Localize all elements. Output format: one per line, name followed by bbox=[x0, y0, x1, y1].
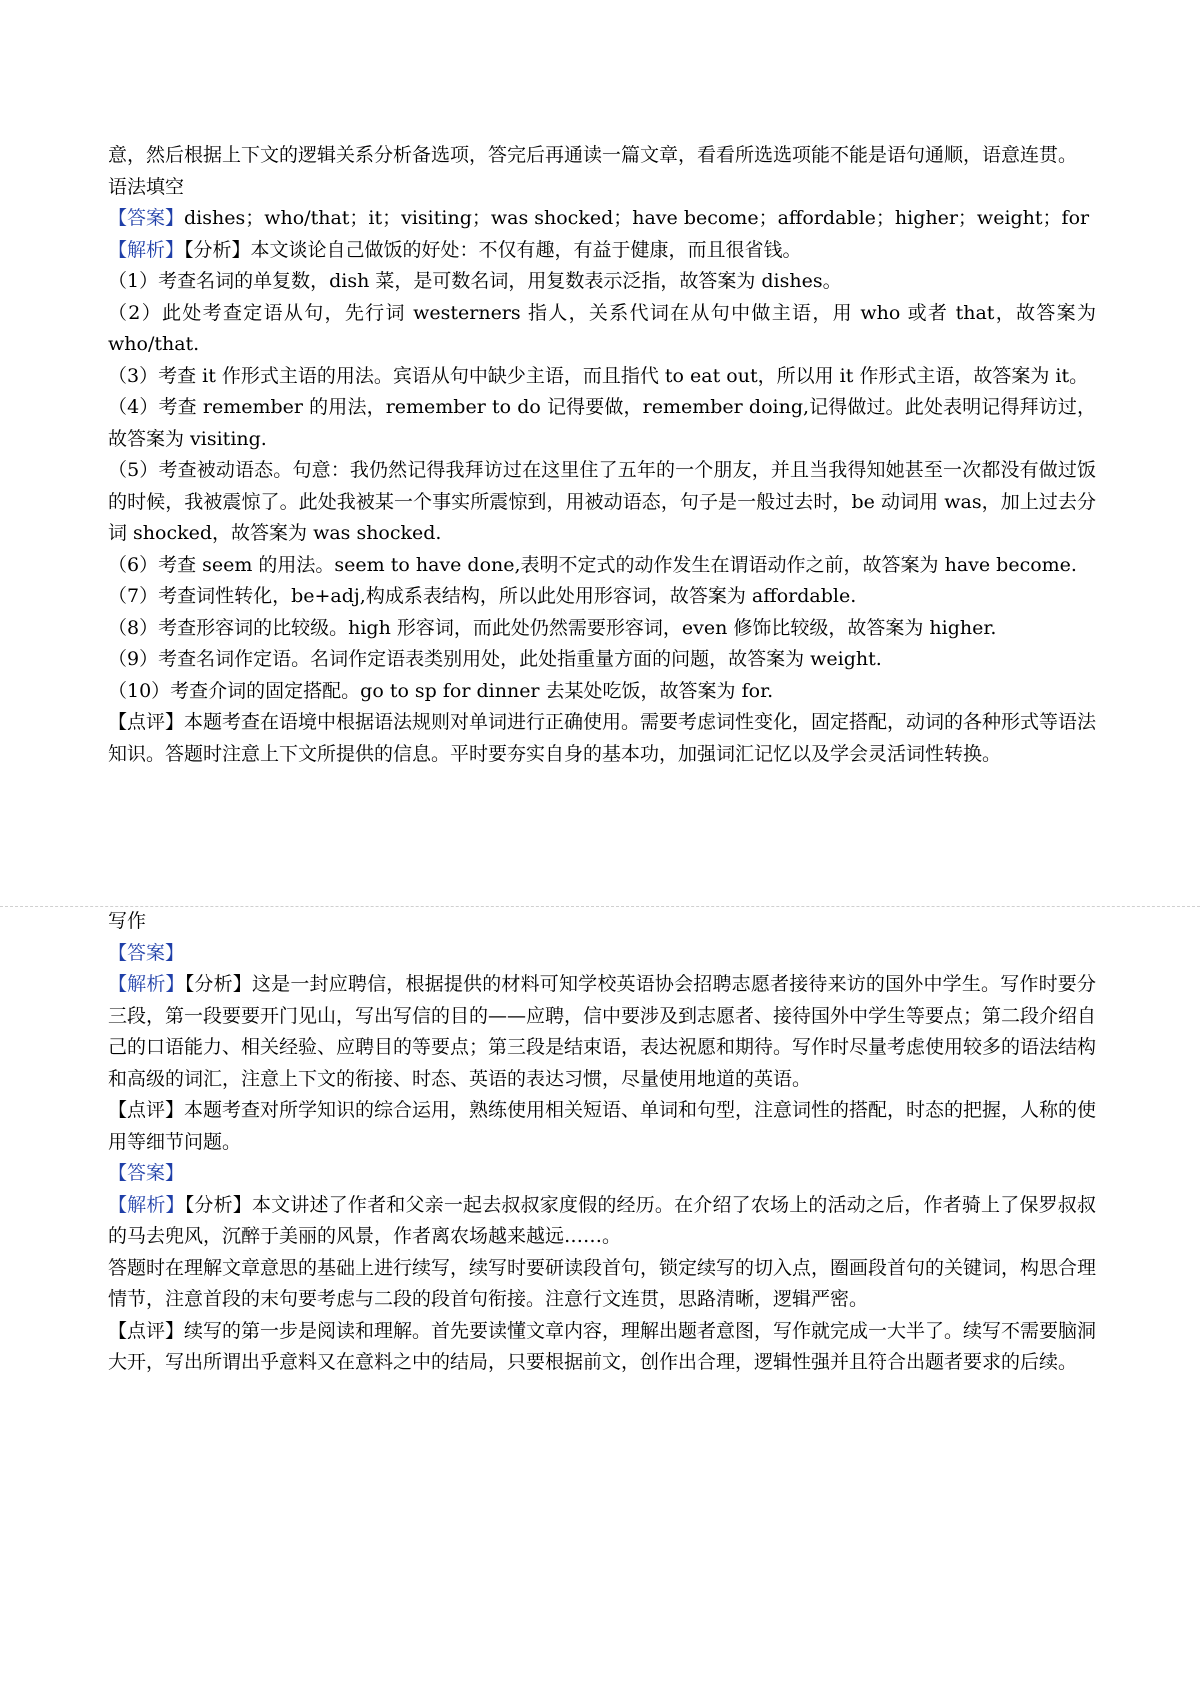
analysis-text: 【分析】本文谈论自己做饭的好处：不仅有趣，有益于健康，而且很省钱。 bbox=[184, 238, 802, 261]
analysis-text: 【分析】这是一封应聘信，根据提供的材料可知学校英语协会招聘志愿者接待来访的国外中学生。写作时要分三段，第一段要要开门见山，写出写信的目的——应聘，信中要涉及到志愿者、接待国外中学生等要点；第二段介绍自己的口语能力、相关经验、应聘目的等要点；第三段是结束语，表达祝愿和期待。写作时尽量考虑使用较多的语法结构和高级的词汇，注意上下文的衔接、时态、英语的表达习惯，尽量使用地道的英语。 bbox=[108, 973, 1097, 1090]
analysis-tag: 【解析】 bbox=[108, 238, 185, 261]
answer-tag: 【答案】 bbox=[108, 1162, 185, 1184]
grammar-answer bbox=[108, 203, 1096, 235]
grammar-item-6: （6）考查 seem 的用法。seem to have done,表明不定式的动作发生在谓语动作之前，故答案为 have become. bbox=[108, 553, 1077, 576]
writing-comment: 【点评】本题考查对所学知识的综合运用，熟练使用相关短语、单词和句型，注意词性的搭配，时态的把握，人称的使用等细节问题。 bbox=[108, 1099, 1097, 1153]
grammar-section bbox=[108, 140, 1096, 770]
analysis-text: 【分析】本文讲述了作者和父亲一起去叔叔家度假的经历。在介绍了农场上的活动之后，作者骑上了保罗叔叔的马去兜风，沉醉于美丽的风景，作者离农场越来越远……。 bbox=[108, 1193, 1096, 1247]
grammar-item-10: （10）考查介词的固定搭配。go to sp for dinner 去某处吃饭，故答案为 for. bbox=[108, 679, 774, 702]
intro-paragraph: 意，然后根据上下文的逻辑关系分析备选项，答完后再通读一篇文章，看看所选选项能不能是语句通顺，语意连贯。 bbox=[108, 144, 1078, 166]
answer-text: dishes；who/that；it；visiting；was shocked；have become；affordable；higher；weight；for bbox=[184, 207, 1090, 229]
grammar-item-2: （2）此处考查定语从句，先行词 westerners 指人，关系代词在从句中做主语，用 who 或者 that，故答案为 who/that. bbox=[108, 301, 1096, 355]
grammar-item-1: （1）考查名词的单复数，dish 菜，是可数名词，用复数表示泛指，故答案为 dishes。 bbox=[108, 270, 842, 292]
answer-tag: 【答案】 bbox=[108, 941, 185, 964]
grammar-item-3: （3）考查 it 作形式主语的用法。宾语从句中缺少主语，而且指代 to eat out，所以用 it 作形式主语，故答案为 it。 bbox=[108, 364, 1089, 387]
grammar-item-9: （9）考查名词作定语。名词作定语表类别用处，此处指重量方面的问题，故答案为 weight. bbox=[108, 648, 882, 670]
continuation-comment: 【点评】续写的第一步是阅读和理解。首先要读懂文章内容，理解出题者意图，写作就完成一大半了。续写不需要脑洞大开，写出所谓出乎意料又在意料之中的结局，只要根据前文，创作出合理，逻辑性强并且符合出题者要求的后续。 bbox=[108, 1319, 1097, 1373]
grammar-item-7: （7）考查词性转化，be+adj,构成系表结构，所以此处用形容词，故答案为 affordable. bbox=[108, 585, 857, 607]
writing-answer bbox=[108, 938, 1096, 970]
grammar-comment: 【点评】本题考查在语境中根据语法规则对单词进行正确使用。需要考虑词性变化，固定搭配，动词的各种形式等语法知识。答题时注意上下文所提供的信息。平时要夯实自身的基本功，加强词汇记忆以及学会灵活词性转换。 bbox=[108, 711, 1097, 765]
grammar-analysis bbox=[108, 235, 1096, 267]
continuation-answer bbox=[108, 1158, 1096, 1190]
grammar-item-8: （8）考查形容词的比较级。high 形容词，而此处仍然需要形容词，even 修饰比较级，故答案为 higher. bbox=[108, 616, 997, 639]
analysis-tag: 【解析】 bbox=[108, 973, 185, 995]
writing-section bbox=[108, 906, 1096, 1379]
writing-heading: 写作 bbox=[108, 910, 147, 932]
answer-tag: 【答案】 bbox=[108, 207, 185, 229]
grammar-heading: 语法填空 bbox=[108, 175, 185, 198]
grammar-item-5: （5）考查被动语态。句意：我仍然记得我拜访过在这里住了五年的一个朋友，并且当我得知她甚至一次都没有做过饭的时候，我被震惊了。此处我被某一个事实所震惊到，用被动语态，句子是一般过去时，be 动词用 was，加上过去分词 shocked，故答案为 was shocked. bbox=[108, 459, 1096, 544]
writing-analysis bbox=[108, 969, 1096, 1095]
analysis-tag: 【解析】 bbox=[108, 1193, 185, 1216]
grammar-item-4: （4）考查 remember 的用法，remember to do 记得要做，remember doing,记得做过。此处表明记得拜访过，故答案为 visiting. bbox=[108, 396, 1096, 450]
continuation-method: 答题时在理解文章意思的基础上进行续写，续写时要研读段首句，锁定续写的切入点，圈画段首句的关键词，构思合理情节，注意首段的末句要考虑与二段的段首句衔接。注意行文连贯，思路清晰，逻辑严密。 bbox=[108, 1256, 1097, 1310]
continuation-analysis bbox=[108, 1190, 1096, 1253]
